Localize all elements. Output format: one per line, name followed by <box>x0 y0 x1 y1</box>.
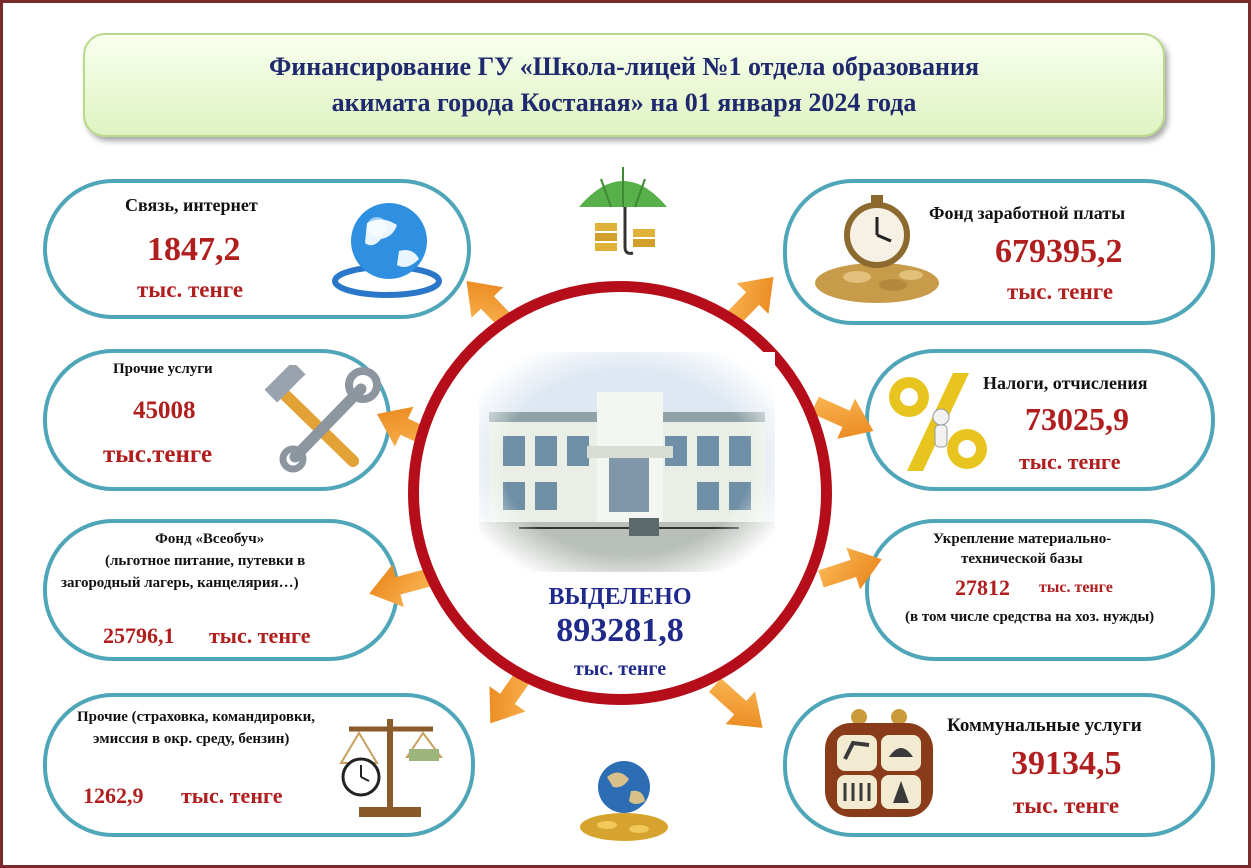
card-label: Налоги, отчисления <box>983 373 1148 393</box>
card-note: загородный лагерь, канцелярия…) <box>61 575 299 591</box>
school-building-photo <box>479 352 775 572</box>
card-value: 27812 <box>955 575 1010 600</box>
card-label: эмиссия в окр. среду, бензин) <box>93 731 290 747</box>
title-line-1: Финансирование ГУ «Школа-лицей №1 отдела образования <box>268 52 980 81</box>
title-line-2: акимата города Костаная» на 01 января 2024 года <box>331 88 917 117</box>
card-label: Укрепление материально- <box>933 531 1112 547</box>
card-label: Коммунальные услуги <box>947 715 1142 736</box>
card-unit: тыс. тенге <box>1039 579 1113 596</box>
card-unit: тыс.тенге <box>103 441 213 468</box>
card-value: 25796,1 <box>103 623 175 648</box>
card-value: 1847,2 <box>147 231 241 268</box>
globe-coins-icon <box>577 755 671 845</box>
card-label: Связь, интернет <box>125 195 258 215</box>
card-label: технической базы <box>961 551 1083 567</box>
center-unit: тыс. тенге <box>573 658 667 680</box>
card-unit: тыс. тенге <box>137 277 244 302</box>
card-label: Фонд заработной платы <box>929 203 1126 223</box>
card-label: Прочие услуги <box>113 361 213 377</box>
card-unit: тыс. тенге <box>1013 793 1120 818</box>
card-value: 73025,9 <box>1025 401 1129 437</box>
card-unit: тыс. тенге <box>1019 449 1121 474</box>
card-unit: тыс. тенге <box>209 623 311 648</box>
card-note: (льготное питание, путевки в <box>105 553 306 569</box>
card-value: 39134,5 <box>1011 745 1122 782</box>
card-label: Фонд «Всеобуч» <box>155 531 265 547</box>
card-value: 45008 <box>133 397 196 424</box>
card-value: 679395,2 <box>995 233 1123 270</box>
arrow-to-infrastructure <box>814 538 888 600</box>
card-unit: тыс. тенге <box>1007 279 1114 304</box>
center-label: ВЫДЕЛЕНО <box>548 584 692 610</box>
card-note: (в том числе средства на хоз. нужды) <box>905 609 1155 625</box>
card-label: Прочие (страховка, командировки, <box>77 709 316 725</box>
center-value: 893281,8 <box>556 612 684 649</box>
card-value: 1262,9 <box>83 783 144 808</box>
center-ring <box>408 281 832 705</box>
card-unit: тыс. тенге <box>181 783 283 808</box>
umbrella-coins-icon <box>573 163 673 259</box>
